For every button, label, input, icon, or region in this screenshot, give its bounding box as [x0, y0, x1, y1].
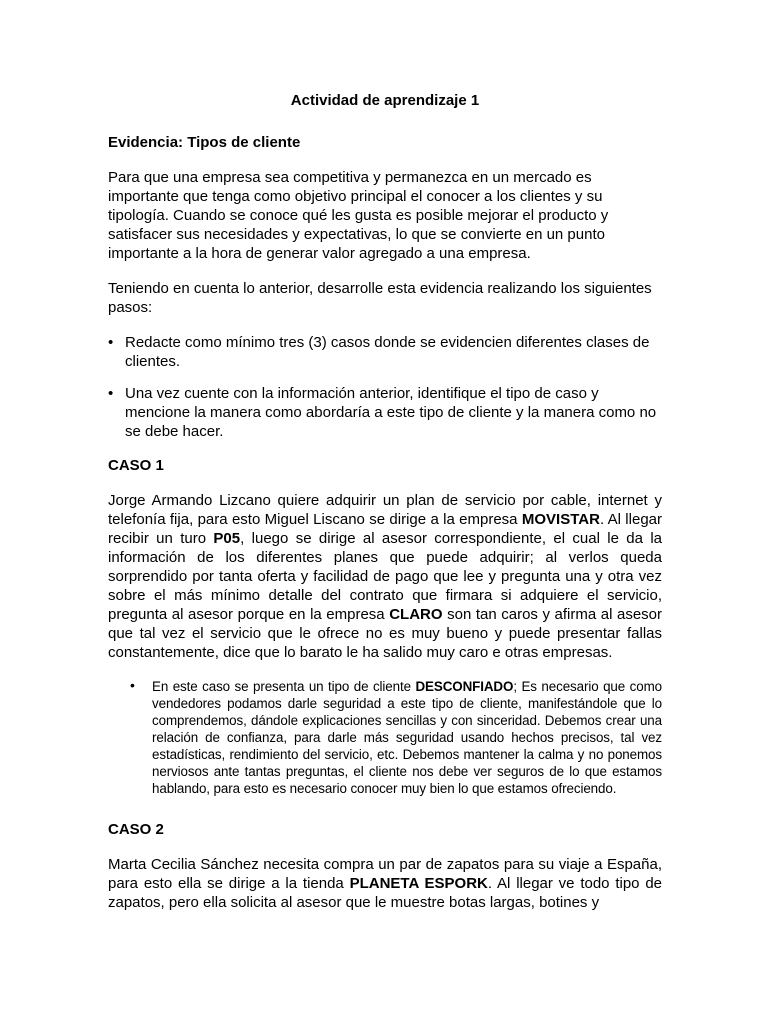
step-text: Redacte como mínimo tres (3) casos donde se evidencien diferentes clases de clientes. — [125, 334, 650, 370]
list-item — [108, 384, 662, 441]
steps-list — [108, 333, 662, 441]
bullet-icon: • — [108, 334, 114, 351]
bullet-icon: • — [130, 677, 135, 693]
company-name: CLARO — [389, 606, 443, 623]
step-text: Una vez cuente con la información anterior, identifique el tipo de caso y mencione la manera como abordaría a este tipo de cliente y la manera como no se debe hacer. — [125, 385, 657, 440]
store-name: PLANETA ESPORK — [349, 875, 488, 892]
case1-text: son tan caros y afirma al asesor que tal vez el servicio que le ofrece no es muy bueno y puede presentar fallas constantemente, dice que lo barato le ha salido muy caro e otras empresas. — [108, 606, 663, 661]
evidence-heading: Evidencia: Tipos de cliente — [108, 134, 301, 151]
bullet-icon: • — [108, 385, 114, 402]
analysis-text: En este caso se presenta un tipo de cliente — [152, 679, 416, 694]
case1-paragraph — [108, 491, 662, 662]
instructions-paragraph: Teniendo en cuenta lo anterior, desarrolle esta evidencia realizando los siguientes pasos: — [108, 280, 652, 316]
case2-text: Marta Cecilia Sánchez necesita compra un par de zapatos para su viaje a España, para esto ella se dirige a la tienda — [108, 856, 662, 892]
case2-text: . Al llegar ve todo tipo de zapatos, pero ella solicita al asesor que le muestre botas largas, botines y — [108, 875, 663, 911]
document-title: Actividad de aprendizaje 1 — [290, 92, 480, 109]
client-type: DESCONFIADO — [415, 679, 514, 694]
analysis-text: ; Es necesario que como vendedores podamos darle seguridad a este tipo de cliente, manifestándole que lo comprendemos, dándole explicaciones sencillas y con sinceridad. Debemos crear una relación de confianza, para darle más seguridad usando hechos precisos, tal vez estadísticas, rendimiento del servicio, etc. Debemos mantener la calma y no ponemos nerviosos ante tantas preguntas, el cliente nos debe ver seguros de lo que estamos hablando, para esto es necesario conocer muy bien lo que estamos ofreciendo. — [152, 679, 662, 796]
case1-text: Jorge Armando Lizcano quiere adquirir un plan de servicio por cable, internet y telefonía fija, para esto Miguel Liscano se dirige a la empresa — [108, 492, 662, 528]
list-item — [108, 678, 662, 797]
case1-text: . Al llegar recibir un turo — [108, 511, 662, 547]
case2-paragraph — [108, 855, 662, 912]
case1-analysis-list — [108, 678, 662, 797]
case1-text: , luego se dirige al asesor correspondiente, el cual le da la información de los diferentes planes que puede adquirir; al verlos queda sorprendido por tanta oferta y facilidad de pago que lee y pregunta una y otra vez sobre el más mínimo detalle del contrato que firmara si adquiere el servicio, pregunta al asesor porque en la empresa — [108, 530, 663, 623]
company-name: MOVISTAR — [521, 511, 600, 528]
case2-heading: CASO 2 — [108, 821, 164, 838]
case1-heading: CASO 1 — [108, 457, 164, 474]
list-item — [108, 333, 662, 371]
intro-paragraph: Para que una empresa sea competitiva y permanezca en un mercado es importante que tenga como objetivo principal el conocer a los clientes y su tipología. Cuando se conoce qué les gusta es posible mejorar el producto y satisfacer sus necesidades y expectativas, lo que se convierte en un punto importante a la hora de generar valor agregado a una empresa. — [108, 169, 609, 262]
turn-code: P05 — [213, 530, 241, 547]
